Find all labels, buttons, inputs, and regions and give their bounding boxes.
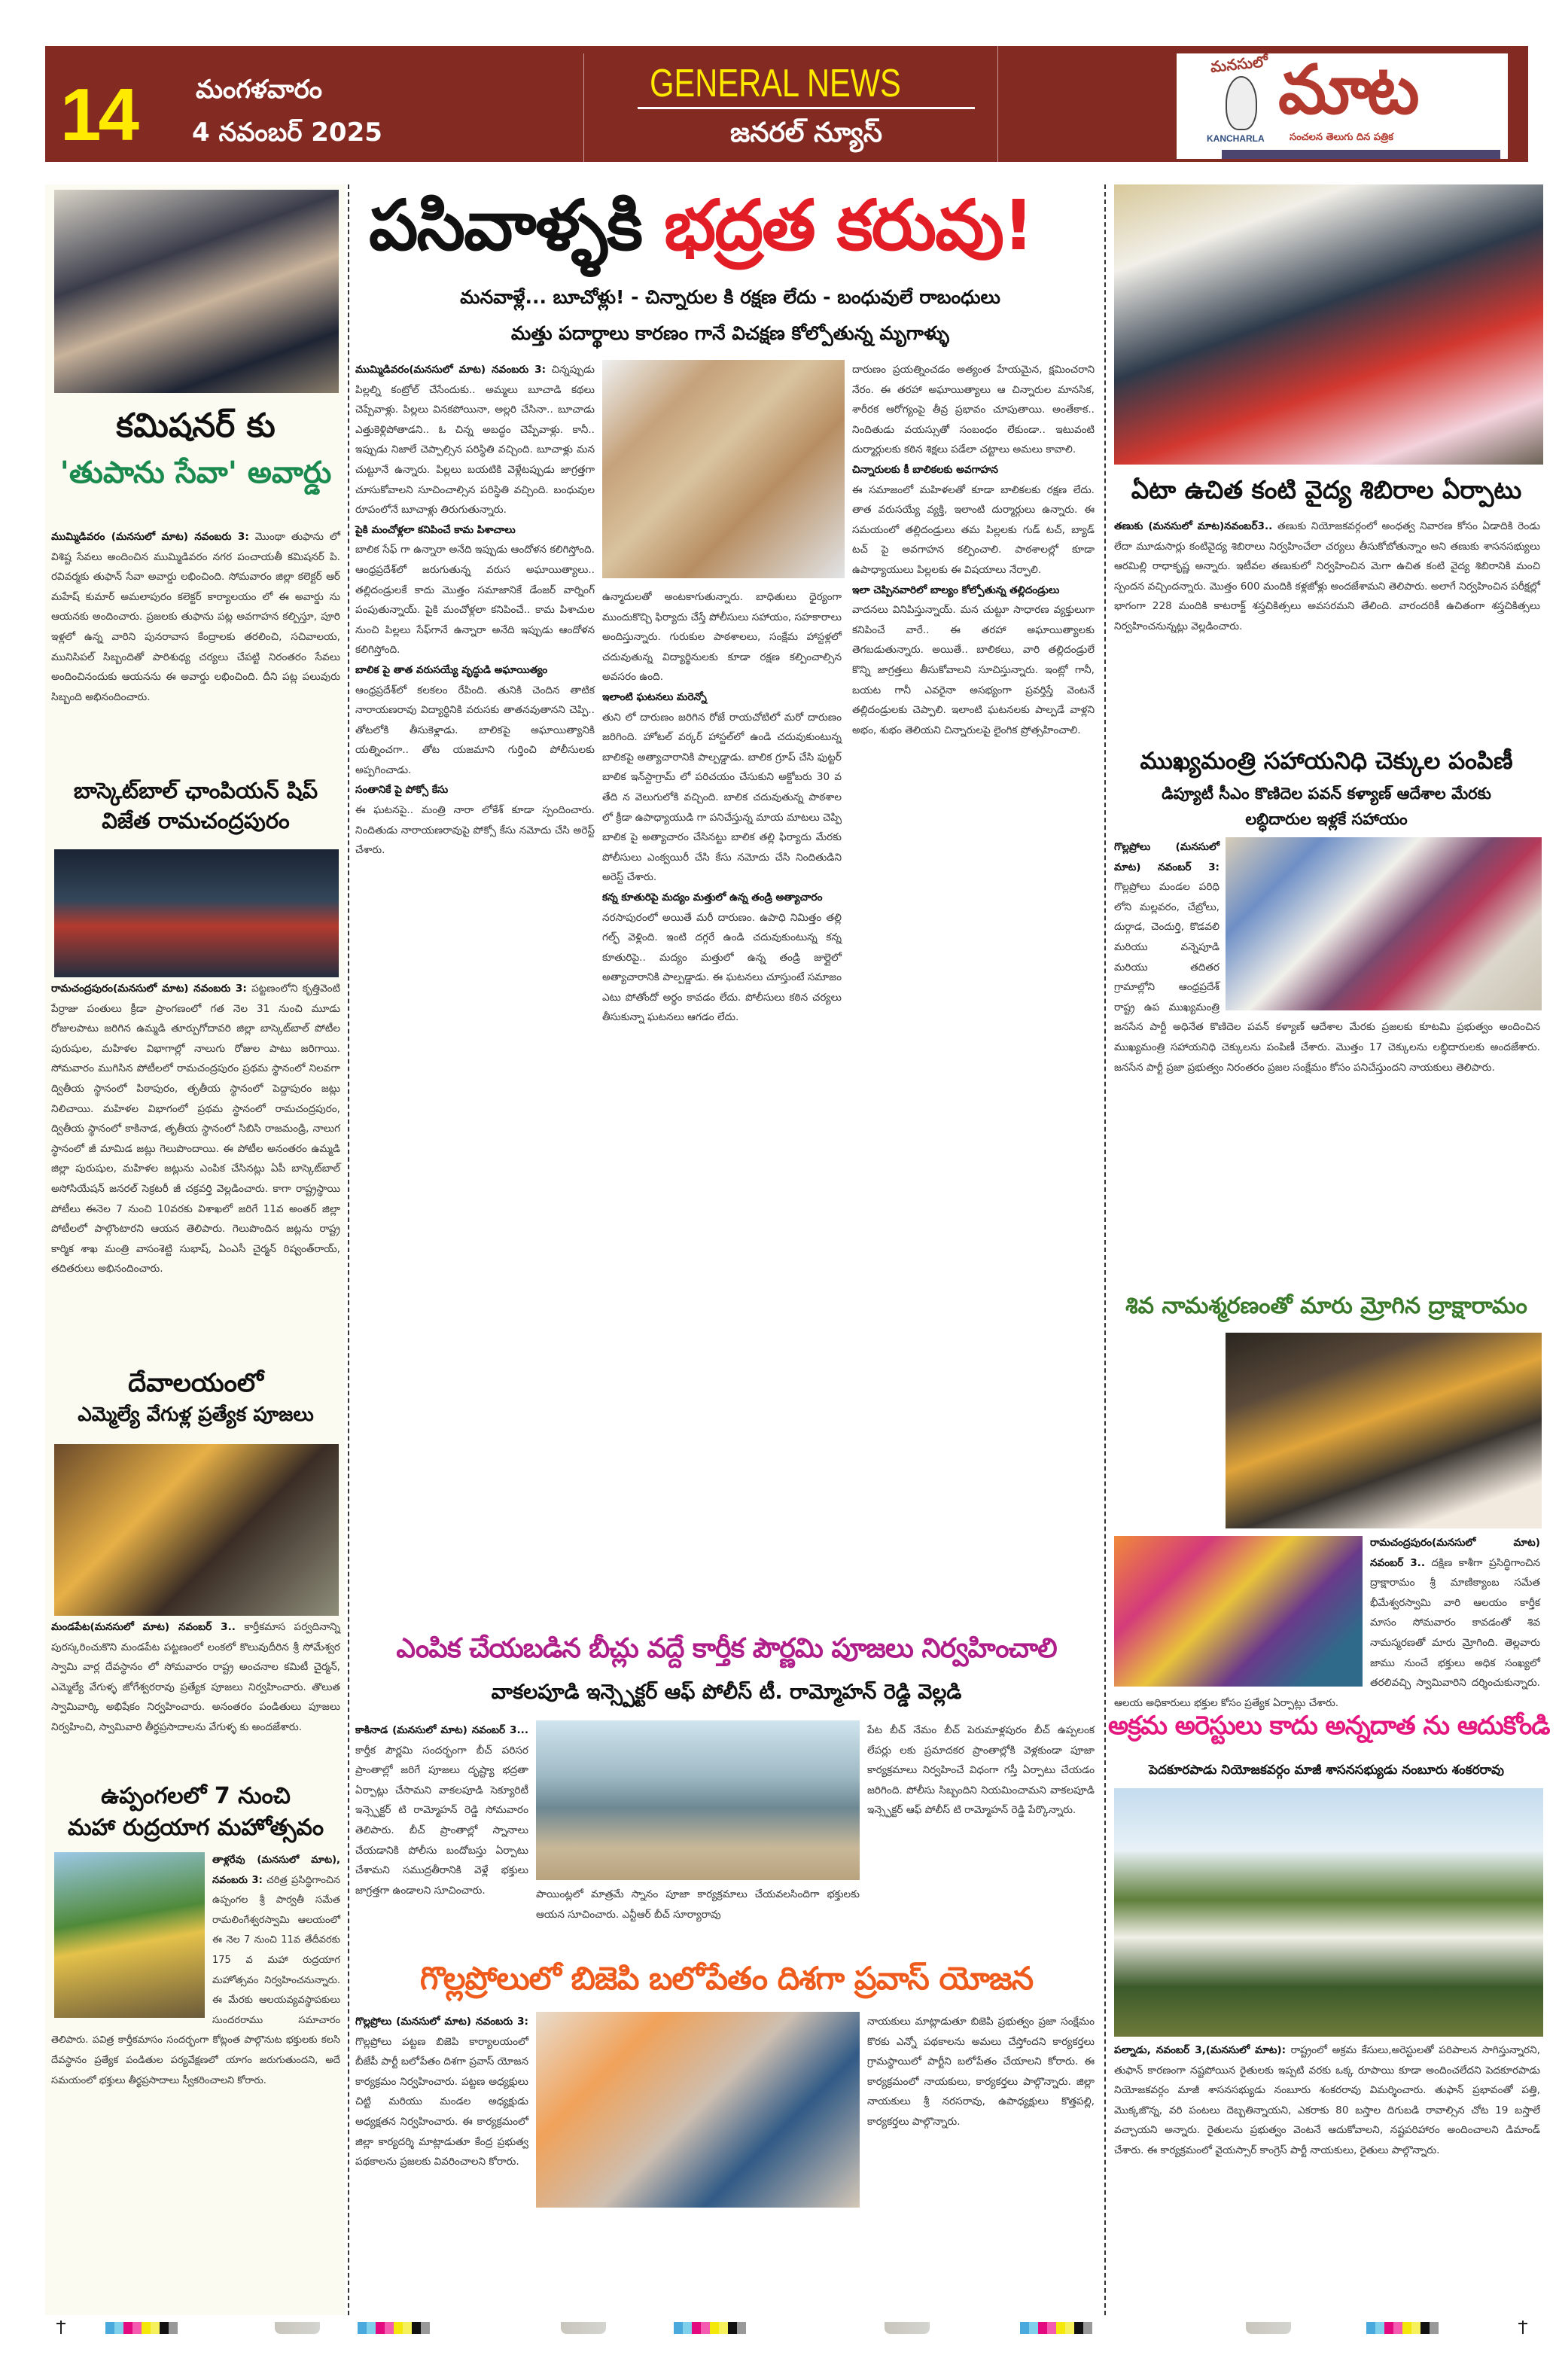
color-swatch — [132, 2322, 142, 2334]
photo-spacer — [1220, 837, 1540, 1015]
color-swatch — [169, 2322, 178, 2334]
color-swatch — [737, 2322, 746, 2334]
subhead: ఇలా చెప్పినవారిలో బాల్యం కోల్పోతున్న తల్లిదండ్రులు — [852, 584, 1060, 596]
article-text: కార్తీకమాస పర్వదినాన్ని పురస్కరించుకొని మండపేట పట్టణంలో లంకలో కొలువుదీరిన శ్రీ సోమేశ్వర స్వామి వార్ల దేవస్థానం లో సోమవారం రాష్ట్ర అంచనాల కమిటీ చైర్మన్, ఎమ్మెల్యే వేగుళ్ళ జోగేశ్వరరావు ప్రత్యేక పూజలు నిర్వహించారు. తొలుత స్వామివార్కి అభిషేకం నిర్వహించారు. అనంతరం పండితులు పూజలు నిర్వహించి, స్వామివారి తీర్థప్రసాదాలను వేగుళ్ళ కు అందజేశారు. — [51, 1621, 340, 1733]
article-text: చిన్నప్పుడు పిల్లల్ని కంట్రోల్ చేసేందుకు.. అమ్మలు బూచాడి కథలు చెప్పేవాళ్లు. పిల్లలు వినకపోయినా, అల్లరి చేసినా.. బూచాడు ఎత్తుకెళ్లిపోతాడని.. ఓ చిన్న అబద్ధం చెప్పేవాళ్లు. కానీ.. ఇప్పుడు నిజాలే చెప్పాల్సిన పరిస్థితి వచ్చింది. బూచాళ్లు మన చుట్టూనే ఉన్నారు. పిల్లలు బయటికి వెళ్లేటప్పుడు జాగ్రత్తగా చూసుకోవాలని సూచించాల్సిన పరిస్థితి వచ్చింది. బంధువుల రూపంలోనే బూచాళ్లు తిరుగుతున్నారు. — [355, 364, 595, 517]
dateline: రామచంద్రపురం(మనసులో మాట) నవంబర్ 3.. — [1370, 1537, 1540, 1569]
main-headline — [369, 181, 1092, 271]
color-swatch — [358, 2322, 367, 2334]
article-text: పాయింట్లలో మాత్రమే స్నానం పూజా కార్యక్రమాలు చేయవలసిందిగా భక్తులకు ఆయన సూచించారు. ఎన్టీఆర్ బీచ్ సూర్యారావు — [536, 1888, 860, 1921]
color-swatch — [1056, 2322, 1065, 2334]
headline-uppangala: ఉప్పంగలలో 7 నుంచి — [101, 1783, 291, 1809]
crop-mark — [60, 2321, 62, 2334]
color-swatch — [1375, 2322, 1384, 2334]
article-text: ఈ ఘటనపై.. మంత్రి నారా లోకేశ్ కూడా స్పందించారు. నిందితుడు నారాయణరావుపై పోక్సో కేసు నమోదు చేసి అరెస్ట్ చేశారు. — [355, 804, 595, 857]
color-swatch — [151, 2322, 160, 2334]
main-deck-2: మత్తు పదార్థాలు కారణం గానే విచక్షణ కోల్పోతున్న మృగాళ్ళు — [510, 322, 950, 344]
article-body — [1114, 2040, 1540, 2315]
color-swatch — [1065, 2322, 1074, 2334]
photo-spacer — [1114, 1533, 1370, 1691]
article-body — [51, 979, 340, 1359]
logo-title: మాట — [1278, 50, 1415, 130]
color-swatch — [1366, 2322, 1375, 2334]
grey-patch — [1246, 2322, 1291, 2334]
subhead: కన్న కూతురిపై మద్యం మత్తులో ఉన్న తండ్రి అత్యాచారం — [602, 891, 823, 904]
color-swatch — [367, 2322, 376, 2334]
color-swatch — [674, 2322, 683, 2334]
article-text: ఈ సమాజంలో మహిళలతో కూడా బాలికలకు రక్షణ లేదు. తాత వరుసయ్యే వ్యక్తి, ఇలాంటి దుర్మార్గులు ఉన్నారు. ఈ సమయంలో తల్లిదండ్రులు తమ పిల్లలకు గుడ్ టచ్, బ్యాడ్ టచ్ పై అవగాహన కల్పించాలి. పాఠశాలల్లో కూడా ఉపాధ్యాయులు పిల్లలకు ఈ విషయాలు నేర్పాలి. — [852, 483, 1095, 576]
section-title-en: GENERAL NEWS — [650, 62, 901, 105]
color-swatch — [701, 2322, 710, 2334]
cmyk-strip — [674, 2322, 746, 2334]
article-text: కార్తీక పౌర్ణమి సందర్భంగా బీచ్ పరిసర ప్రాంతాల్లో జరిగే పూజలు దృష్ట్యా భద్రతా ఏర్పాట్లు చేసామని వాకలపూడి సెక్యూరిటీ ఇన్స్పెక్టర్ టి రామ్మోహన్ రెడ్డి సోమవారం తెలిపారు. బీచ్ ప్రాంతాల్లో స్నానాలు చేయడానికి పోలీసు బందోబస్తు ఏర్పాటు చేశామని సముద్రతీరానికి వెళ్లే భక్తులు జాగ్రత్తగా ఉండాలని సూచించారు. — [355, 1744, 528, 1897]
newspaper-logo — [1177, 50, 1508, 159]
color-swatch — [1402, 2322, 1411, 2334]
photo-spacer — [1220, 1333, 1540, 1533]
article-body — [1114, 837, 1540, 1278]
article-body — [1114, 517, 1540, 736]
color-swatch — [1020, 2322, 1029, 2334]
issue-date: 4 నవంబర్ 2025 — [192, 117, 382, 148]
color-swatch — [1047, 2322, 1056, 2334]
color-swatch — [710, 2322, 719, 2334]
color-swatch — [412, 2322, 421, 2334]
story-photo-temple — [54, 1444, 339, 1616]
color-swatch — [394, 2322, 403, 2334]
dateline: కాకినాడ (మనసులో మాట) నవంబర్ 3... — [355, 1724, 528, 1736]
main-story-photo-police — [602, 360, 845, 578]
main-col-3 — [852, 360, 1095, 1625]
column-divider — [1104, 184, 1106, 2315]
headline-rudrayaga: మహా రుద్రయాగ మహోత్సవం — [67, 1815, 324, 1841]
article-body — [867, 2012, 1095, 2313]
headline-eye-camp: ఏటా ఉచిత కంటి వైద్య శిబిరాల ఏర్పాటు — [1131, 475, 1522, 504]
story-photo-beach — [536, 1720, 860, 1880]
cmyk-strip — [1366, 2322, 1439, 2334]
article-text: తణుకు నియోజకవర్గంలో అంధత్వ నివారణ కోసం ఏడాదికి రెండు లేదా మూడుసార్లు కంటివైద్య శిబిరాలు నిర్వహించేలా చర్యలు తీసుకోబోతున్నాం అని తణుకు శాసనసభ్యులు ఆరమిల్లి రాధాకృష్ణ అన్నారు. ఇటీవల తణుకులో నిర్వహించిన మెగా ఉచిత కంటి వైద్య శిబిరానికి మంచి స్పందన వచ్చిందన్నారు. మొత్తం 600 మందికి కళ్లజోళ్లు అందజేశామని తెలిపారు. అలాగే నిర్వహించిన పరీక్షల్లో భాగంగా 228 మందికి కాటరాక్ట్ శస్త్రచికిత్సలు అవసరమని తేలింది. వారందరికీ ఉచితంగా శస్త్రచికిత్సలు నిర్వహించనున్నట్లు వెల్లడించారు. — [1114, 520, 1540, 632]
color-swatch — [114, 2322, 123, 2334]
subhead: ఇలాంటి ఘటనలు మరెన్నో — [602, 690, 707, 703]
color-swatch — [1430, 2322, 1439, 2334]
color-swatch — [728, 2322, 737, 2334]
main-headline-red: భద్రత కరువు! — [664, 185, 1033, 266]
color-swatch — [421, 2322, 430, 2334]
crop-mark — [1522, 2321, 1524, 2334]
main-col-1 — [355, 360, 595, 1625]
color-swatch — [1038, 2322, 1047, 2334]
headline-cm-relief: ముఖ్యమంత్రి సహాయనిధి చెక్కుల పంపిణీ — [1140, 748, 1513, 775]
article-body — [51, 1851, 340, 2310]
article-body — [51, 1617, 340, 1777]
column-divider — [348, 184, 349, 2315]
color-swatch — [403, 2322, 412, 2334]
section-title-te: జనరల్ న్యూస్ — [729, 117, 883, 148]
subhead: చిన్నారులకు కీ బాలికలకు అవగాహన — [852, 463, 998, 476]
headline-temple: దేవాలయంలో — [128, 1368, 263, 1398]
article-body — [1114, 1333, 1540, 1709]
dateline: పల్నాడు, నవంబర్ 3,(మనసులో మాట): — [1114, 2044, 1287, 2056]
article-text: చరిత్ర ప్రసిద్ధిగాంచిన ఉప్పంగల శ్రీ పార్వతీ సమేత రామలింగేశ్వరస్వామి ఆలయంలో ఈ నెల 7 నుంచి 11వ తేదీవరకు 175 వ మహా రుద్రయాగ మహోత్సవం నిర్వహించనున్నారు. ఈ మేరకు ఆలయవ్యవస్థాపకులు సుందరరాము సమాచారం తెలిపారు. పవిత్ర కార్తీకమాసం సందర్భంగా కోట్లంత పాల్గొనుట భక్తులకు కలసి దేవస్థానం ప్రత్యేక పండితుల పర్యవేక్షణలో యాగం జరుగుతుందని, అదే సమయంలో భక్తులు తీర్థప్రసాదాలు స్వీకరించాలని కోరారు. — [51, 1874, 340, 2086]
cmyk-strip — [1020, 2322, 1092, 2334]
subhead: పైకి మంచోళ్లలా కనిపించే కామ పిశాచాలు — [355, 523, 516, 536]
color-swatch — [692, 2322, 701, 2334]
article-text: వాదనలు వినిపిస్తున్నాయ్. మన చుట్టూ సాధారణ వ్యక్తులుగా కనిపించే వారే.. ఈ తరహా అఘాయిత్యాలకు తెగబడుతున్నారు. అయితే.. బాలికలు, వారి తల్లిదండ్రులే కొన్ని జాగ్రత్తలు తీసుకోవాలని సూచిస్తున్నారు. ఇంట్లో గానీ, బయట గానీ ఎవరైనా అసభ్యంగా ప్రవర్తిస్తే వెంటనే తల్లిదండ్రులకు చెప్పాలి. ఇలాంటి ఘటనలకు పాల్పడే వాళ్లని అభం, శుభం తెలియని చిన్నారులపై లైంగిక ప్రోత్సహించాలి. — [852, 604, 1095, 736]
subhead: బాలిక పై తాత వరుసయ్యే వృద్ధుడి అఘాయిత్యం — [355, 663, 548, 676]
weekday: మంగళవారం — [196, 75, 322, 105]
article-text: ఆంధ్రప్రదేశ్‌లో కలకలం రేపింది. తునికి చెందిన తాటిక నారాయణరావు విద్యార్థినికి వరుసకు తాతనవుతానని చెప్పి.. తోటలోకి తీసుకెళ్లాడు. బాలికపై అఘాయిత్యానికి యత్నించగా.. తోట యజమాని గుర్తించి పోలీసులకు అప్పగించాడు. — [355, 684, 595, 776]
article-text: నరసాపురంలో అయితే మరీ దారుణం. ఉపాధి నిమిత్తం తల్లి గల్ఫ్ వెళ్లింది. ఇంటి దగ్గరే ఉండి చదువుకుంటున్న కన్న కూతురిపై.. మద్యం మత్తులో ఉన్న తండ్రి జుల్లైలో అత్యాచారానికి పాల్పడ్డాడు. ఈ ఘటనలు చూస్తుంటే సమాజం ఎటు పోతోందో అర్థం కావడం లేదు. పోలీసులు కఠిన చర్యలు తీసుకున్నా ఘటనలు ఆగడం లేదు. — [602, 911, 842, 1024]
dateline: మండపేట(మనసులో మాట) నవంబర్ 3.. — [51, 1621, 236, 1633]
headline-farmers: అక్రమ అరెస్టులు కాదు అన్నదాత ను ఆదుకోండి — [1108, 1711, 1550, 1741]
cmyk-strip — [358, 2322, 430, 2334]
main-col-2 — [602, 587, 842, 1625]
color-swatch — [105, 2322, 114, 2334]
logo-small-text: మనసులో — [1209, 52, 1269, 76]
grey-patch — [275, 2322, 320, 2334]
article-text: గొల్లప్రోలు పట్టణ బిజెపి కార్యాలయంలో బీజేపీ పార్టీ బలోపేతం దిశగా ప్రవాస్ యోజన కార్యక్రమం నిర్వహించారు. పట్టణ అధ్యక్షులు చిట్టి మరియు మండల అధ్యక్షుడు అధ్యక్షతన నిర్వహించారు. ఈ కార్యక్రమంలో జిల్లా కార్యదర్శి మాట్లాడుతూ కేంద్ర ప్రభుత్వ పథకాలను ప్రజలకు వివరించాలని కోరారు. — [355, 2035, 528, 2168]
article-body — [355, 2012, 528, 2313]
main-headline-black: పసివాళ్ళకి — [369, 185, 642, 266]
color-swatch — [1411, 2322, 1420, 2334]
article-text: బాలిక సేఫ్ గా ఉన్నారా అనేది ఇప్పుడు ఆందోళన కలిగిస్తోంది. ఆంధ్రప్రదేశ్‌లో జరుగుతున్న వరుస అఘాయిత్యాలు.. తల్లిదండ్రులకే కాదు మొత్తం సమాజానికే డేంజర్ వార్నింగ్ పంపుతున్నాయ్. పైకి మంచోళ్లలా కనిపించే.. కామ పిశాచుల నుంచి పిల్లలు సేఫ్‌గానే ఉన్నారా అనేది ఇప్పుడు ఆందోళన కలిగిస్తోంది. — [355, 544, 595, 657]
color-swatch — [142, 2322, 151, 2334]
main-deck-1: మనవాళ్లే... బూచోళ్లు! - చిన్నారుల కి రక్షణ లేదు - బంధువులే రాబంధులు — [460, 286, 1000, 308]
color-swatch — [1384, 2322, 1393, 2334]
color-swatch — [719, 2322, 728, 2334]
dateline: గొల్లప్రోలు (మనసులో మాట) నవంబర్ 3: — [1114, 841, 1220, 873]
headline-commissioner: కమిషనర్ కు — [116, 407, 276, 445]
article-text: దారుణం ప్రయత్నించడం అత్యంత హేయమైన, క్షమించరాని నేరం. ఈ తరహా అఘాయిత్యాలు ఆ చిన్నారుల మానసిక, శారీరక ఆరోగ్యంపై తీవ్ర ప్రభావం చూపుతాయి. అంతేకాక.. నిందితుడు వయస్సుతో సంబంధం లేకుండా.. ఇటువంటి దుర్మార్గులకు కఠిన శిక్షలు పడేలా చట్టాలు అమలు కావాలి. — [852, 364, 1095, 456]
grey-patch — [885, 2322, 930, 2334]
color-swatch — [683, 2322, 692, 2334]
photo-spacer — [51, 1851, 212, 2022]
subhead-farmers: పెదకూరపాడు నియోజకవర్గం మాజీ శాసనసభ్యుడు నంబూరు శంకరరావు — [1148, 1763, 1505, 1778]
subhead-beach: వాకలపూడి ఇన్స్పెక్టర్ ఆఫ్ పోలీస్ టీ. రామ్మోహన్ రెడ్డి వెల్లడి — [491, 1681, 962, 1704]
color-swatch — [1083, 2322, 1092, 2334]
color-swatch — [160, 2322, 169, 2334]
dateline: గొల్లప్రోలు (మనసులో మాట) నవంబరు 3: — [355, 2016, 528, 2028]
story-photo-bjp — [536, 2012, 860, 2208]
article-body — [51, 527, 340, 768]
logo-tagline: సంచలన తెలుగు దిన పత్రిక — [1290, 132, 1393, 143]
subhead-cm-relief-1: డిప్యూటీ సీఎం కొణిదెల పవన్ కళ్యాణ్ ఆదేశాల మేరకు — [1162, 785, 1491, 803]
page-number: 14 — [60, 73, 137, 156]
logo-brand: KANCHARLA — [1207, 133, 1265, 144]
article-text: దక్షిణ కాశీగా ప్రసిద్ధిగాంచిన ద్రాక్షారామం శ్రీ మాణిక్యాంబ సమేత భీమేశ్వరస్వామి వారి ఆలయం కార్తీక మాసం సోమవారం కావడంతో శివ నామస్మరణతో మారు మ్రోగింది. తెల్లవారు జాము నుంచే భక్తులు అధిక సంఖ్యలో తరలివచ్చి స్వామివారిని దర్శించుకున్నారు. ఆలయ అధికారులు భక్తుల కోసం ప్రత్యేక ఏర్పాట్లు చేశారు. — [1114, 1556, 1540, 1709]
color-swatch — [1029, 2322, 1038, 2334]
article-text: పేట బీచ్ నేమం బీచ్ పెరుమాళ్లపురం బీచ్ ఉప్పలంక లేపర్లు లకు ప్రమాదకర ప్రాంతాల్లోకి వెళ్లకుండా పూజా కార్యక్రమాలు నిర్వహించే విధంగా గస్తీ ఏర్పాటు చేయడం జరిగింది. పోలీసు సిబ్బందిని నియమించామని వాకలపూడి ఇన్స్పెక్టర్ ఆఫ్ పోలీస్ టి రామ్మోహన్ రెడ్డి పేర్కొన్నారు. — [867, 1724, 1095, 1817]
article-text: తుని లో దారుణం జరిగిన రోజే రాయచోటిలో మరో దారుణం జరిగింది. హోటల్ వర్కర్ హాస్టల్‌లో ఉండి చదువుకుంటున్న బాలికపై అత్యాచారానికి పాల్పడ్డాడు. బాలిక గ్రూప్ చేసి ఫుట్టర్ బాలిక ఇన్‌స్టాగ్రామ్ లో పరిచయం చేసుకుని అక్టోబరు 30 వ తేది న వెలుగులోకి వచ్చింది. బాలిక చదువుతున్న పాఠశాల లో క్రీడా ఉపాధ్యాయుడి గా పనిచేస్తున్న మాయ మాటలు చెప్పి బాలిక పై అత్యాచారం చేసినట్టు బాలిక తల్లి ఫిర్యాదు మేరకు పోలీసులు ఎంక్వయిరీ చేసి కేసు నమోదు చేసి నిందితుడిని అరెస్ట్ చేశారు. — [602, 711, 842, 884]
subhead-cm-relief-2: లబ్ధిదారుల ఇళ్లకే సహాయం — [1245, 810, 1408, 828]
masthead — [45, 46, 1528, 162]
section-rule — [638, 107, 975, 109]
masthead-divider — [997, 46, 998, 162]
cmyk-strip — [105, 2322, 178, 2334]
color-swatch — [376, 2322, 385, 2334]
logo-portrait-icon — [1226, 76, 1257, 130]
grey-patch — [561, 2322, 606, 2334]
story-photo-award — [54, 190, 339, 393]
article-text: ఉన్మాదులతో అంటకాగుతున్నారు. బాధితులు ధైర్యంగా ముందుకొచ్చి ఫిర్యాదు చేస్తే పోలీసులు సహాయం, సహకారాలు అందిస్తున్నారు. గురుకుల పాఠశాలలు, సంక్షేమ హాస్టళ్లలో చదువుతున్న విద్యార్థినులకు కూడా రక్షణ కల్పించాల్సిన అవసరం ఉంది. — [602, 591, 842, 684]
subhead: సంతానికే పై పోక్సో కేసు — [355, 784, 449, 797]
article-body — [867, 1720, 1095, 1945]
headline-bjp: గొల్లప్రోలులో బిజెపి బలోపేతం దిశగా ప్రవాస్ యోజన — [419, 1960, 1034, 1997]
story-photo-farmers — [1114, 1788, 1543, 2037]
dateline: రామచంద్రపురం(మనసులో మాట) నవంబరు 3: — [51, 983, 247, 995]
color-swatch — [385, 2322, 394, 2334]
headline-tufan-award: 'తుపాను సేవా' అవార్డు — [59, 456, 332, 490]
color-swatch — [123, 2322, 132, 2334]
story-photo-eye-camp — [1114, 184, 1543, 465]
headline-basketball: బాస్కెట్‌బాల్ ఛాంపియన్ షిప్ విజేత రామచంద్రపురం — [73, 778, 318, 833]
masthead-divider — [583, 53, 584, 162]
dateline: తణుకు (మనసులో మాట)నవంబర్3.. — [1114, 520, 1273, 532]
dateline: ముమ్మిడివరం (మనసులో మాట) నవంబరు 3: — [51, 531, 249, 543]
article-text: నాయకులు మాట్లాడుతూ బిజెపి ప్రభుత్వం ప్రజా సంక్షేమం కొరకు ఎన్నో పథకాలను అమలు చేస్తోందని కార్యకర్తలు గ్రామస్థాయిలో పార్టీని బలోపేతం చేయాలని కోరారు. ఈ కార్యక్రమంలో నాయకులు, కార్యకర్తలు పాల్గొన్నారు. జిల్లా నాయకులు శ్రీ నరసరావు, ఉపాధ్యక్షులు కొత్తపల్లి, కార్యకర్తలు పాల్గొన్నారు. — [867, 2016, 1095, 2128]
headline-mla-pooja: ఎమ్మెల్యే వేగుళ్ల ప్రత్యేక పూజలు — [78, 1403, 314, 1426]
article-text: పట్టణంలోని కృత్తివెంటి పేర్రాజు పంతులు క్రీడా ప్రాంగణంలో గత నెల 31 నుంచి మూడు రోజులపాటు జరిగిన ఉమ్మడి తూర్పుగోదావరి జిల్లా బాస్కెట్‌బాల్ పోటీల పురుషుల, మహిళల విభాగాల్లో నాలుగు రోజుల పాటు జరిగాయి. సోమవారం ముగిసిన పోటీలలో రామచంద్రపురం ప్రథమ స్థానంలో నిలవగా ద్వితీయ స్థానంలో పిఠాపురం, తృతీయ స్థానంలో పెద్దాపురం జట్లు నిలిచాయి. మహిళల విభాగంలో ప్రథమ స్థానంలో రామచంద్రపురం, ద్వితీయ స్థానంలో కాకినాడ, తృతీయ స్థానంలో సిబిసి రాజమండ్రి, నాలుగ స్థానంలో జీ మామిడ జట్లు గెలుపొందాయి. ఈ పోటీల అనంతరం ఉమ్మడి జిల్లా పురుషుల, మహిళల జట్లును ఎంపిక చేసినట్లు ఏపీ బాస్కెట్‌బాల్ అసోసియేషన్ జనరల్ సెక్రటరీ జీ చక్రవర్తి వెల్లడించారు. కాగా రాష్ట్రస్థాయి పోటీలు ఈనెల 7 నుంచి 10వరకు విశాఖలో జరిగే 11వ అంతర్ జిల్లా పోటీలలో పాల్గొంటారని ఆయన తెలిపారు. గెలుపొందిన జట్లను రాష్ట్ర కార్మిక శాఖ మంత్రి వాసంశెట్టి సుభాష్, ఏంఎసీ చైర్మన్ రిష్వంత్‌రాయ్, తదితరులు అభినందించారు. — [51, 983, 340, 1275]
headline-beach-pooja: ఎంపిక చేయబడిన బీచ్లు వద్దే కార్తీక పౌర్ణమి పూజలు నిర్వహించాలి — [396, 1633, 1057, 1664]
color-swatch — [1420, 2322, 1430, 2334]
story-photo-basketball — [54, 849, 339, 977]
article-text: రాష్ట్రంలో అక్రమ కేసులు,అరెస్టులతో పరిపాలన సాగిస్తున్నారని, తుఫాన్ కారణంగా నష్టపోయిన రైతులకు ఇప్పటి వరకు ఒక్క రూపాయి కూడా అందించలేదని పెదకూరపాడు నియోజకవర్గం మాజీ శాసనసభ్యుడు నంబూరు శంకరరావు విమర్శించారు. తుఫాన్ ప్రభావంతో పత్తి, మొక్కజొన్న, వరి పంటలు దెబ్బతిన్నాయని, ఎకరాకు 80 బస్తాల దిగుబడి రావాల్సిన చోట 19 బస్తాలే వచ్చాయని అన్నారు. రైతులను ప్రభుత్వం వెంటనే ఆదుకోవాలని, నష్టపరిహారం అందించాలని డిమాండ్ చేశారు. ఈ కార్యక్రమంలో వైయస్సార్ కాంగ్రెస్ పార్టీ నాయకులు, రైతులు పాల్గొన్నారు. — [1114, 2044, 1540, 2156]
article-text: గొల్లప్రోలు మండల పరిధి లోని మల్లవరం, చేబ్రోలు, దుర్గాడ, చెందుర్తి, కొడవలి మరియు వన్నెపూడి మరియు తదితర గ్రామాల్లోని ఆంధ్రప్రదేశ్ రాష్ట్ర ఉప ముఖ్యమంత్రి జనసేన పార్టీ అధినేత కొణిదెల పవన్ కళ్యాణ్ ఆదేశాల మేరకు ప్రజలకు కూటమి ప్రభుత్వం అందించిన ముఖ్యమంత్రి సహాయనిధి చెక్కులను పంపిణీ చేశారు. మొత్తం 17 చెక్కులను లబ్ధిదారులకు అందజేశారు. జనసేన పార్టీ ప్రజా ప్రభుత్వం నిరంతరం ప్రజల సంక్షేమం కోసం పనిచేస్తుందని నాయకులు తెలిపారు. — [1114, 881, 1540, 1074]
headline-draksharamam: శివ నామశ్మరణంతో మారు మ్రోగిన ద్రాక్షారామం — [1125, 1293, 1527, 1319]
logo-bar — [1222, 150, 1500, 159]
color-swatch — [1074, 2322, 1083, 2334]
article-text: మొంథా తుఫాను లో విశిష్ట సేవలు అందించిన ముమ్మిడివరం నగర పంచాయతీ కమిషనర్ పి. రవివర్మకు తుఫాన్ సేవా అవార్డు లభించింది. సోమవారం జిల్లా కలెక్టర్ ఆర్ మహేష్ కుమార్ అమలాపురం కలెక్టర్ కార్యాలయం లో ఈ అవార్డు ను ఆయనకు అందించారు. ప్రజలకు తుఫాను పట్ల అవగాహన కల్పిస్తూ, పూరి ఇళ్లలో ఉన్న వారిని పునరావాస కేంద్రాలకు తరలించి, సచివాలయ, మునిసిపల్ సిబ్బందితో పారిశుధ్య చర్యలు చేపట్టి నిరంతరం సేవలు అందించినందుకు ఆయనను ఈ అవార్డు లభించింది. దీని పట్ల పలువురు సిబ్బంది అభినందించారు. — [51, 531, 340, 703]
dateline: తాళ్లరేవు (మనసులో మాట), నవంబరు 3: — [212, 1854, 340, 1886]
dateline: ముమ్మిడివరం(మనసులో మాట) నవంబరు 3: — [355, 364, 547, 376]
color-swatch — [1393, 2322, 1402, 2334]
article-body — [355, 1720, 528, 1945]
article-body — [536, 1885, 860, 1945]
